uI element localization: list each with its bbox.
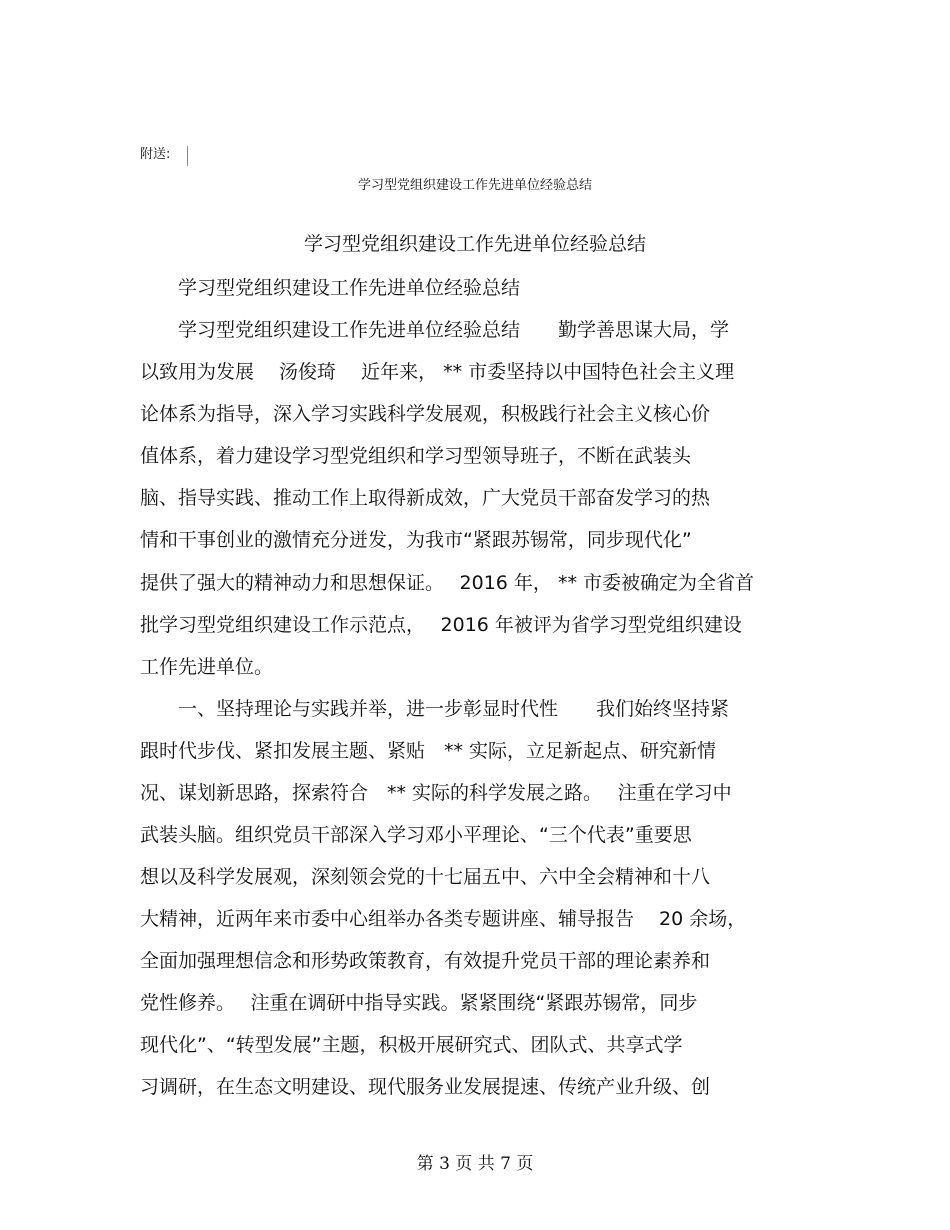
body-line: 武装头脑。组织党员干部深入学习邓小平理论、“三个代表”重要思 — [140, 824, 692, 846]
body-line: 以致用为发展 汤俊琦 近年来， ** 市委坚持以中国特色社会主义理 — [140, 361, 735, 383]
page-footer: 第 3 页 共 7 页 — [416, 1154, 534, 1174]
attachment-label: 附送: — [140, 147, 171, 162]
body-line: 批学习型党组织建设工作示范点， 2016 年被评为省学习型党组织建设 — [140, 614, 742, 636]
body-line: 跟时代步伐、紧扣发展主题、紧贴 ** 实际，立足新起点、研究新情 — [140, 740, 717, 762]
body-line: 值体系，着力建设学习型党组织和学习型领导班子，不断在武装头 — [140, 445, 692, 467]
page-header: 学习型党组织建设工作先进单位经验总结 — [357, 178, 592, 193]
body-line: 习调研，在生态文明建设、现代服务业发展提速、传统产业升级、创 — [140, 1076, 711, 1098]
body-line: 提供了强大的精神动力和思想保证。 2016 年， ** 市委被确定为全省首 — [140, 572, 755, 594]
body-line: 学习型党组织建设工作先进单位经验总结 勤学善思谋大局，学 — [140, 319, 730, 341]
body-line: 情和干事创业的激情充分迸发，为我市“紧跟苏锡常，同步现代化” — [140, 529, 692, 551]
body-line: 论体系为指导，深入学习实践科学发展观，积极践行社会主义核心价 — [140, 403, 711, 425]
body-line: 全面加强理想信念和形势政策教育，有效提升党员干部的理论素养和 — [140, 950, 711, 972]
text-cursor — [187, 146, 188, 166]
body-line: 学习型党组织建设工作先进单位经验总结 — [140, 277, 521, 299]
body-line: 党性修养。 注重在调研中指导实践。紧紧围绕“紧跟苏锡常，同步 — [140, 992, 698, 1014]
body-line: 大精神，近两年来市委中心组举办各类专题讲座、辅导报告 20 余场， — [140, 908, 747, 930]
body-line: 况、谋划新思路，探索符合 ** 实际的科学发展之路。 注重在学习中 — [140, 782, 732, 804]
body-line: 现代化”、“转型发展”主题，积极开展研究式、团队式、共享式学 — [140, 1034, 683, 1056]
document-title: 学习型党组织建设工作先进单位经验总结 — [303, 233, 646, 255]
body-line: 一、坚持理论与实践并举，进一步彰显时代性 我们始终坚持紧 — [140, 698, 730, 720]
body-line: 工作先进单位。 — [140, 656, 274, 678]
body-line: 想以及科学发展观，深刻领会党的十七届五中、六中全会精神和十八 — [140, 866, 711, 888]
body-line: 脑、指导实践、推动工作上取得新成效，广大党员干部奋发学习的热 — [140, 487, 711, 509]
